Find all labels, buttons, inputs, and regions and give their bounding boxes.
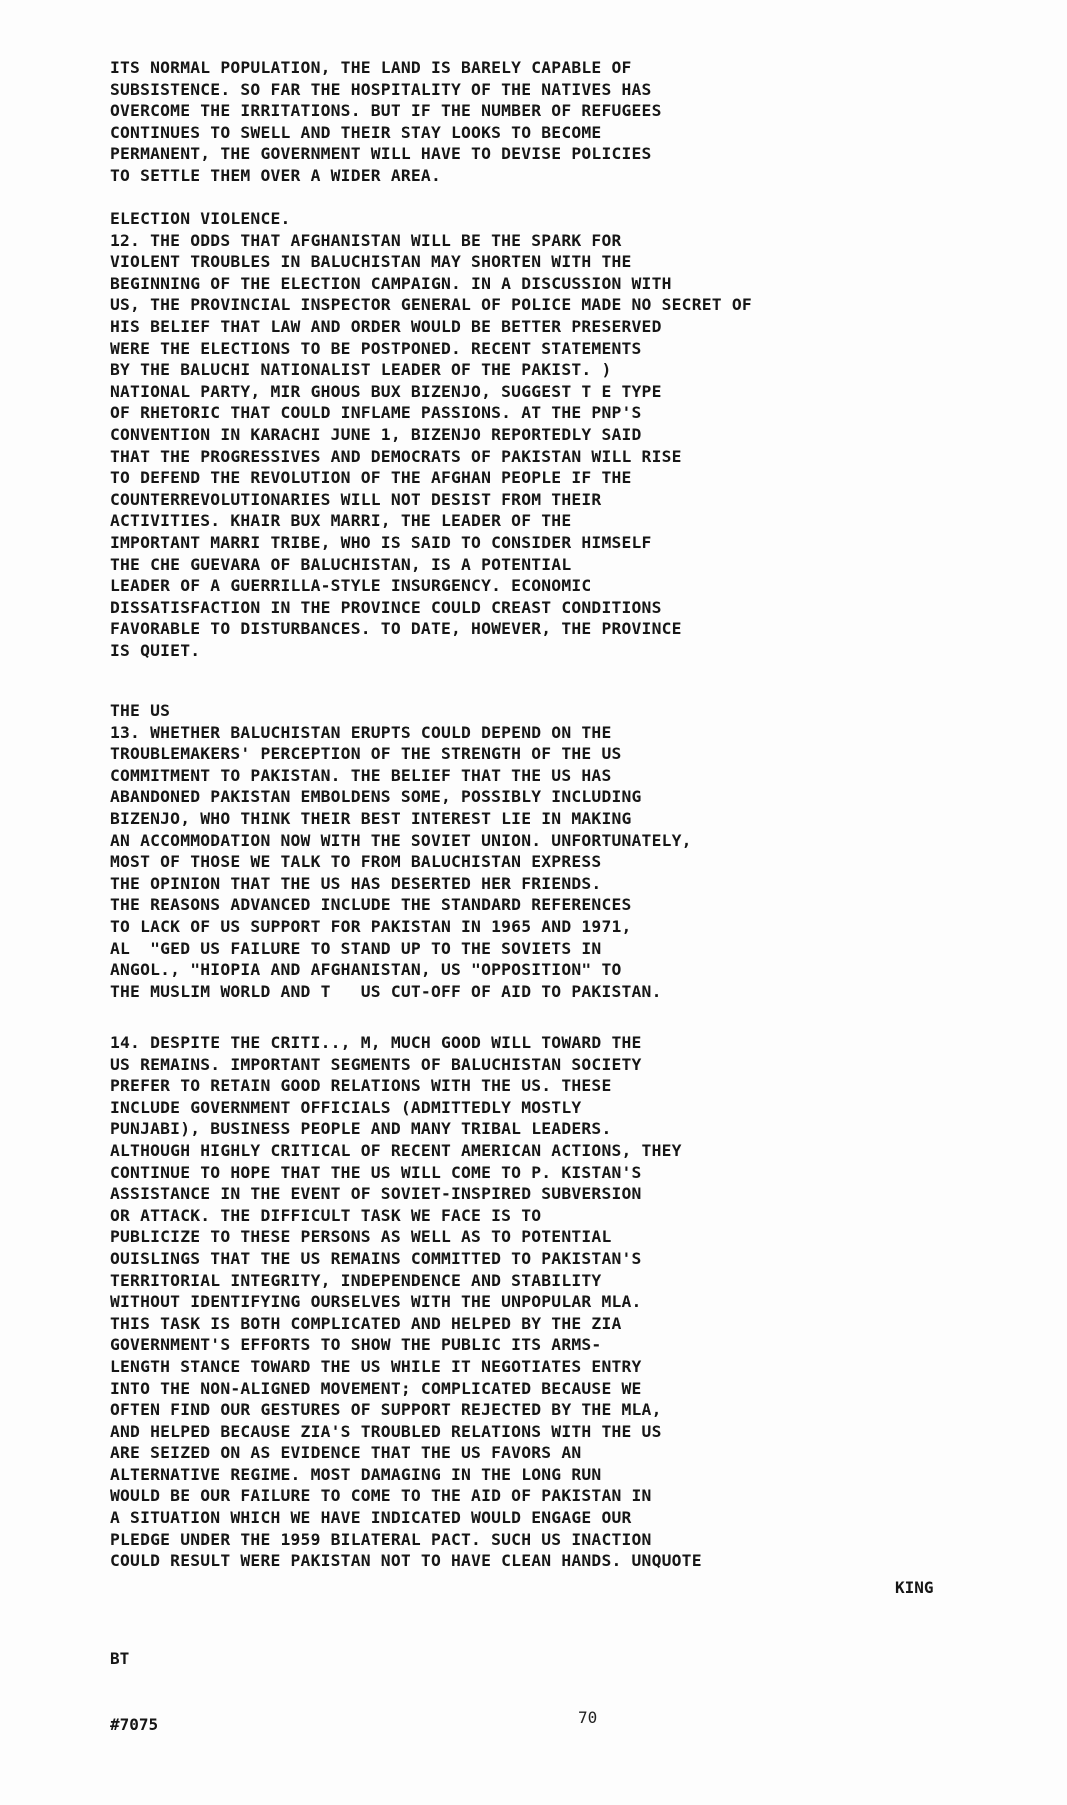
text-line: LEADER OF A GUERRILLA-STYLE INSURGENCY. ECONOMIC xyxy=(110,576,592,596)
text-line: 14. DESPITE THE CRITI.., M, MUCH GOOD WILL TOWARD THE xyxy=(110,1033,642,1052)
section-election-violence xyxy=(110,208,1008,661)
text-line: COULD RESULT WERE PAKISTAN NOT TO HAVE CLEAN HANDS. UNQUOTE xyxy=(110,1551,702,1571)
text-line: ARE SEIZED ON AS EVIDENCE THAT THE US FAVORS AN xyxy=(110,1443,582,1463)
section-the-us xyxy=(110,700,1008,1002)
text-line: INCLUDE GOVERNMENT OFFICIALS (ADMITTEDLY MOSTLY xyxy=(110,1097,582,1117)
text-line: LENGTH STANCE TOWARD THE US WHILE IT NEGOTIATES ENTRY xyxy=(110,1356,642,1376)
text-line: THAT THE PROGRESSIVES AND DEMOCRATS OF PAKISTAN WILL RISE xyxy=(110,446,682,466)
text-line: WOULD BE OUR FAILURE TO COME TO THE AID OF PAKISTAN IN xyxy=(110,1486,652,1506)
text-line: US, THE PROVINCIAL INSPECTOR GENERAL OF POLICE MADE NO SECRET OF xyxy=(110,295,752,315)
footer-bt: BT xyxy=(110,1649,130,1668)
text-line: MOST OF THOSE WE TALK TO FROM BALUCHISTAN EXPRESS xyxy=(110,852,602,872)
text-line: VIOLENT TROUBLES IN BALUCHISTAN MAY SHORTEN WITH THE xyxy=(110,252,632,272)
text-line: NATIONAL PARTY, MIR GHOUS BUX BIZENJO, SUGGEST T E TYPE xyxy=(110,381,662,401)
text-line: ACTIVITIES. KHAIR BUX MARRI, THE LEADER OF THE xyxy=(110,511,572,531)
text-line: ALTHOUGH HIGHLY CRITICAL OF RECENT AMERICAN ACTIONS, THEY xyxy=(110,1140,682,1160)
text-line: HIS BELIEF THAT LAW AND ORDER WOULD BE BETTER PRESERVED xyxy=(110,316,662,336)
paragraph-14 xyxy=(110,1032,1008,1572)
text-line: PUBLICIZE TO THESE PERSONS AS WELL AS TO POTENTIAL xyxy=(110,1227,612,1247)
text-line: THIS TASK IS BOTH COMPLICATED AND HELPED BY THE ZIA xyxy=(110,1313,622,1333)
text-line: ALTERNATIVE REGIME. MOST DAMAGING IN THE LONG RUN xyxy=(110,1464,602,1484)
text-line: CONVENTION IN KARACHI JUNE 1, BIZENJO REPORTEDLY SAID xyxy=(110,424,642,444)
text-line: THE REASONS ADVANCED INCLUDE THE STANDARD REFERENCES xyxy=(110,895,632,915)
text-line: THE MUSLIM WORLD AND T US CUT-OFF OF AID TO PAKISTAN. xyxy=(110,981,662,1001)
text-line: OR ATTACK. THE DIFFICULT TASK WE FACE IS TO xyxy=(110,1205,542,1225)
text-line: CONTINUES TO SWELL AND THEIR STAY LOOKS TO BECOME xyxy=(110,122,602,142)
text-line: ELECTION VIOLENCE. xyxy=(110,209,291,228)
signature-king: KING xyxy=(895,1578,934,1597)
text-line: ASSISTANCE IN THE EVENT OF SOVIET-INSPIRED SUBVERSION xyxy=(110,1184,642,1204)
text-line: AN ACCOMMODATION NOW WITH THE SOVIET UNION. UNFORTUNATELY, xyxy=(110,830,692,850)
text-line: FAVORABLE TO DISTURBANCES. TO DATE, HOWEVER, THE PROVINCE xyxy=(110,619,682,639)
text-line: PLEDGE UNDER THE 1959 BILATERAL PACT. SUCH US INACTION xyxy=(110,1529,652,1549)
text-line: WITHOUT IDENTIFYING OURSELVES WITH THE UNPOPULAR MLA. xyxy=(110,1292,642,1312)
text-line: A SITUATION WHICH WE HAVE INDICATED WOULD ENGAGE OUR xyxy=(110,1508,632,1528)
footer-codes xyxy=(110,1604,158,1780)
text-line: TO LACK OF US SUPPORT FOR PAKISTAN IN 1965 AND 1971, xyxy=(110,916,632,936)
text-line: OFTEN FIND OUR GESTURES OF SUPPORT REJECTED BY THE MLA, xyxy=(110,1400,662,1420)
text-line: OVERCOME THE IRRITATIONS. BUT IF THE NUMBER OF REFUGEES xyxy=(110,101,662,121)
text-line: AND HELPED BECAUSE ZIA'S TROUBLED RELATIONS WITH THE US xyxy=(110,1421,662,1441)
text-line: SUBSISTENCE. SO FAR THE HOSPITALITY OF THE NATIVES HAS xyxy=(110,79,652,99)
text-line: BIZENJO, WHO THINK THEIR BEST INTEREST LIE IN MAKING xyxy=(110,808,632,828)
text-line: TO SETTLE THEM OVER A WIDER AREA. xyxy=(110,165,441,185)
text-line: DISSATISFACTION IN THE PROVINCE COULD CREAST CONDITIONS xyxy=(110,597,662,617)
text-line: 12. THE ODDS THAT AFGHANISTAN WILL BE THE SPARK FOR xyxy=(110,230,622,250)
text-line: COMMITMENT TO PAKISTAN. THE BELIEF THAT THE US HAS xyxy=(110,765,612,785)
text-line: ABANDONED PAKISTAN EMBOLDENS SOME, POSSIBLY INCLUDING xyxy=(110,787,642,807)
text-line: OF RHETORIC THAT COULD INFLAME PASSIONS. AT THE PNP'S xyxy=(110,403,642,423)
text-line: THE US xyxy=(110,701,171,720)
text-line: WERE THE ELECTIONS TO BE POSTPONED. RECENT STATEMENTS xyxy=(110,338,642,358)
page-number: 70 xyxy=(578,1708,598,1727)
text-line: PREFER TO RETAIN GOOD RELATIONS WITH THE US. THESE xyxy=(110,1076,612,1096)
text-line: ANGOL., "HIOPIA AND AFGHANISTAN, US "OPPOSITION" TO xyxy=(110,960,622,980)
text-line: ITS NORMAL POPULATION, THE LAND IS BARELY CAPABLE OF xyxy=(110,58,632,77)
text-line: TERRITORIAL INTEGRITY, INDEPENDENCE AND STABILITY xyxy=(110,1270,602,1290)
text-line: 13. WHETHER BALUCHISTAN ERUPTS COULD DEPEND ON THE xyxy=(110,722,612,742)
text-line: OUISLINGS THAT THE US REMAINS COMMITTED TO PAKISTAN'S xyxy=(110,1248,642,1268)
text-line: IS QUIET. xyxy=(110,640,201,660)
text-line: COUNTERREVOLUTIONARIES WILL NOT DESIST FROM THEIR xyxy=(110,489,602,509)
text-line: THE OPINION THAT THE US HAS DESERTED HER FRIENDS. xyxy=(110,873,602,893)
text-line: TO DEFEND THE REVOLUTION OF THE AFGHAN PEOPLE IF THE xyxy=(110,468,632,488)
text-line: IMPORTANT MARRI TRIBE, WHO IS SAID TO CONSIDER HIMSELF xyxy=(110,532,652,552)
text-line: BEGINNING OF THE ELECTION CAMPAIGN. IN A DISCUSSION WITH xyxy=(110,273,672,293)
text-line: US REMAINS. IMPORTANT SEGMENTS OF BALUCHISTAN SOCIETY xyxy=(110,1054,642,1074)
footer-number: #7075 xyxy=(110,1715,159,1734)
text-line: AL "GED US FAILURE TO STAND UP TO THE SOVIETS IN xyxy=(110,938,602,958)
text-line: TROUBLEMAKERS' PERCEPTION OF THE STRENGTH OF THE US xyxy=(110,744,622,764)
paragraph-refugees xyxy=(110,57,1008,187)
text-line: THE CHE GUEVARA OF BALUCHISTAN, IS A POTENTIAL xyxy=(110,554,572,574)
text-line: CONTINUE TO HOPE THAT THE US WILL COME TO P. KISTAN'S xyxy=(110,1162,642,1182)
text-line: PUNJABI), BUSINESS PEOPLE AND MANY TRIBAL LEADERS. xyxy=(110,1119,612,1139)
text-line: PERMANENT, THE GOVERNMENT WILL HAVE TO DEVISE POLICIES xyxy=(110,144,652,164)
text-line: INTO THE NON-ALIGNED MOVEMENT; COMPLICATED BECAUSE WE xyxy=(110,1378,642,1398)
text-line: GOVERNMENT'S EFFORTS TO SHOW THE PUBLIC ITS ARMS- xyxy=(110,1335,602,1355)
text-line: BY THE BALUCHI NATIONALIST LEADER OF THE PAKIST. ) xyxy=(110,360,612,380)
